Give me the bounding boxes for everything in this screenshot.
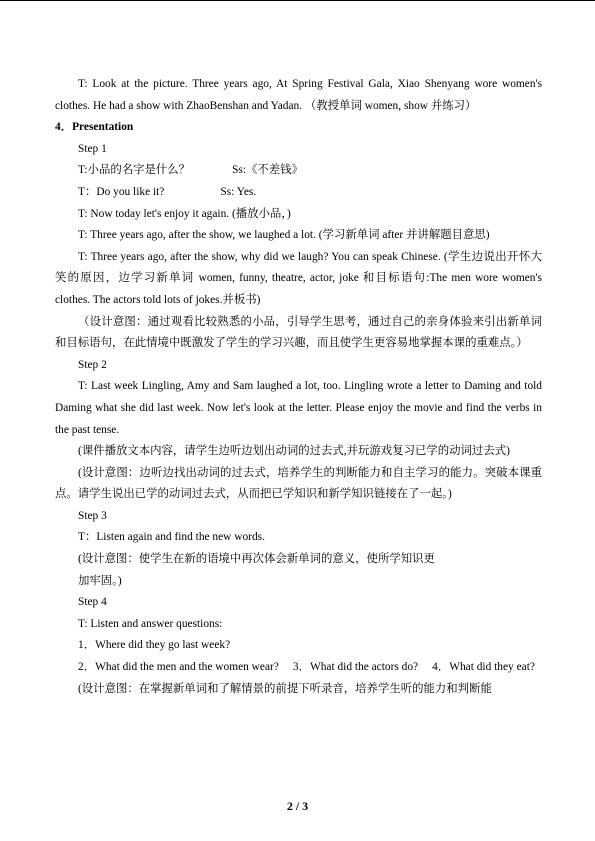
document-body bbox=[55, 74, 542, 700]
step1-line-5: T: Three years ago, after the show, why did we laugh? You can speak Chinese. (学生边说出开怀大笑的原因，边学习新单词 women, funny, theatre, actor, joke 和目标语句:The men wore women's clothes. The actors told lots of jokes.并板书) bbox=[55, 250, 542, 306]
step3-design-intent-2: 加牢固。) bbox=[78, 574, 122, 587]
step1-dialogue-2 bbox=[55, 182, 542, 204]
step1-design-intent: （设计意图：通过观看比较熟悉的小品，引导学生思考，通过自己的亲身体验来引出新单词和目标语句，在此情境中既激发了学生的学习兴趣，而且使学生更容易地掌握本课的重难点。） bbox=[55, 315, 542, 350]
page-number: 2 / 3 bbox=[286, 799, 309, 813]
section-heading-presentation: 4．Presentation bbox=[55, 121, 134, 134]
step2-line-1: T: Last week Lingling, Amy and Sam laughed a lot, too. Lingling wrote a letter to Daming and told Daming what she did last week. Now let's look at the letter. Please enjoy the movie and find the verbs in the past tense. bbox=[55, 380, 542, 436]
question-4: 4．What did they eat? bbox=[432, 661, 535, 674]
top-border-line bbox=[0, 0, 595, 1]
step2-label: Step 2 bbox=[78, 358, 107, 371]
question-3: 3．What did the actors do? bbox=[292, 661, 419, 674]
step3-label: Step 3 bbox=[78, 509, 107, 522]
teacher-line: T：Do you like it? bbox=[78, 185, 165, 198]
step1-line-4: T: Three years ago, after the show, we laughed a lot. (学习新单词 after 并讲解题目意思) bbox=[78, 229, 490, 242]
step2-design-intent: (设计意图：边听边找出动词的过去式，培养学生的判断能力和自主学习的能力。突破本课重点。请学生说出已学的动词过去式，从而把已学知识和新学知识链接在了一起。) bbox=[55, 466, 542, 501]
step4-line-1: T: Listen and answer questions: bbox=[78, 617, 223, 630]
step4-label: Step 4 bbox=[78, 596, 107, 609]
students-line: Ss: Yes. bbox=[220, 185, 257, 198]
step4-question-1: 1．Where did they go last week? bbox=[78, 639, 231, 652]
step2-line-2: (课件播放文本内容，请学生边听边划出动词的过去式,并玩游戏复习已学的动词过去式) bbox=[78, 445, 510, 458]
step1-label: Step 1 bbox=[78, 142, 107, 155]
students-line: Ss:《不差钱》 bbox=[232, 164, 303, 177]
question-2: 2．What did the men and the women wear? bbox=[78, 661, 279, 674]
step1-line-3: T: Now today let's enjoy it again. (播放小品，) bbox=[78, 207, 291, 220]
teacher-line: T:小品的名字是什么？ bbox=[78, 164, 191, 177]
step1-dialogue-1 bbox=[55, 160, 542, 182]
step3-line-1: T：Listen again and find the new words. bbox=[78, 531, 265, 544]
step4-design-intent: (设计意图：在掌握新单词和了解情景的前提下听录音，培养学生听的能力和判断能 bbox=[78, 682, 492, 695]
step3-design-intent-1: (设计意图：使学生在新的语境中再次体会新单词的意义，使所学知识更 bbox=[78, 553, 435, 566]
step4-questions-2-4 bbox=[55, 657, 542, 679]
intro-paragraph: T: Look at the picture. Three years ago, At Spring Festival Gala, Xiao Shenyang wore women's clothes. He had a show with ZhaoBenshan and Yadan. （教授单词 women, show 并练习） bbox=[55, 78, 542, 112]
